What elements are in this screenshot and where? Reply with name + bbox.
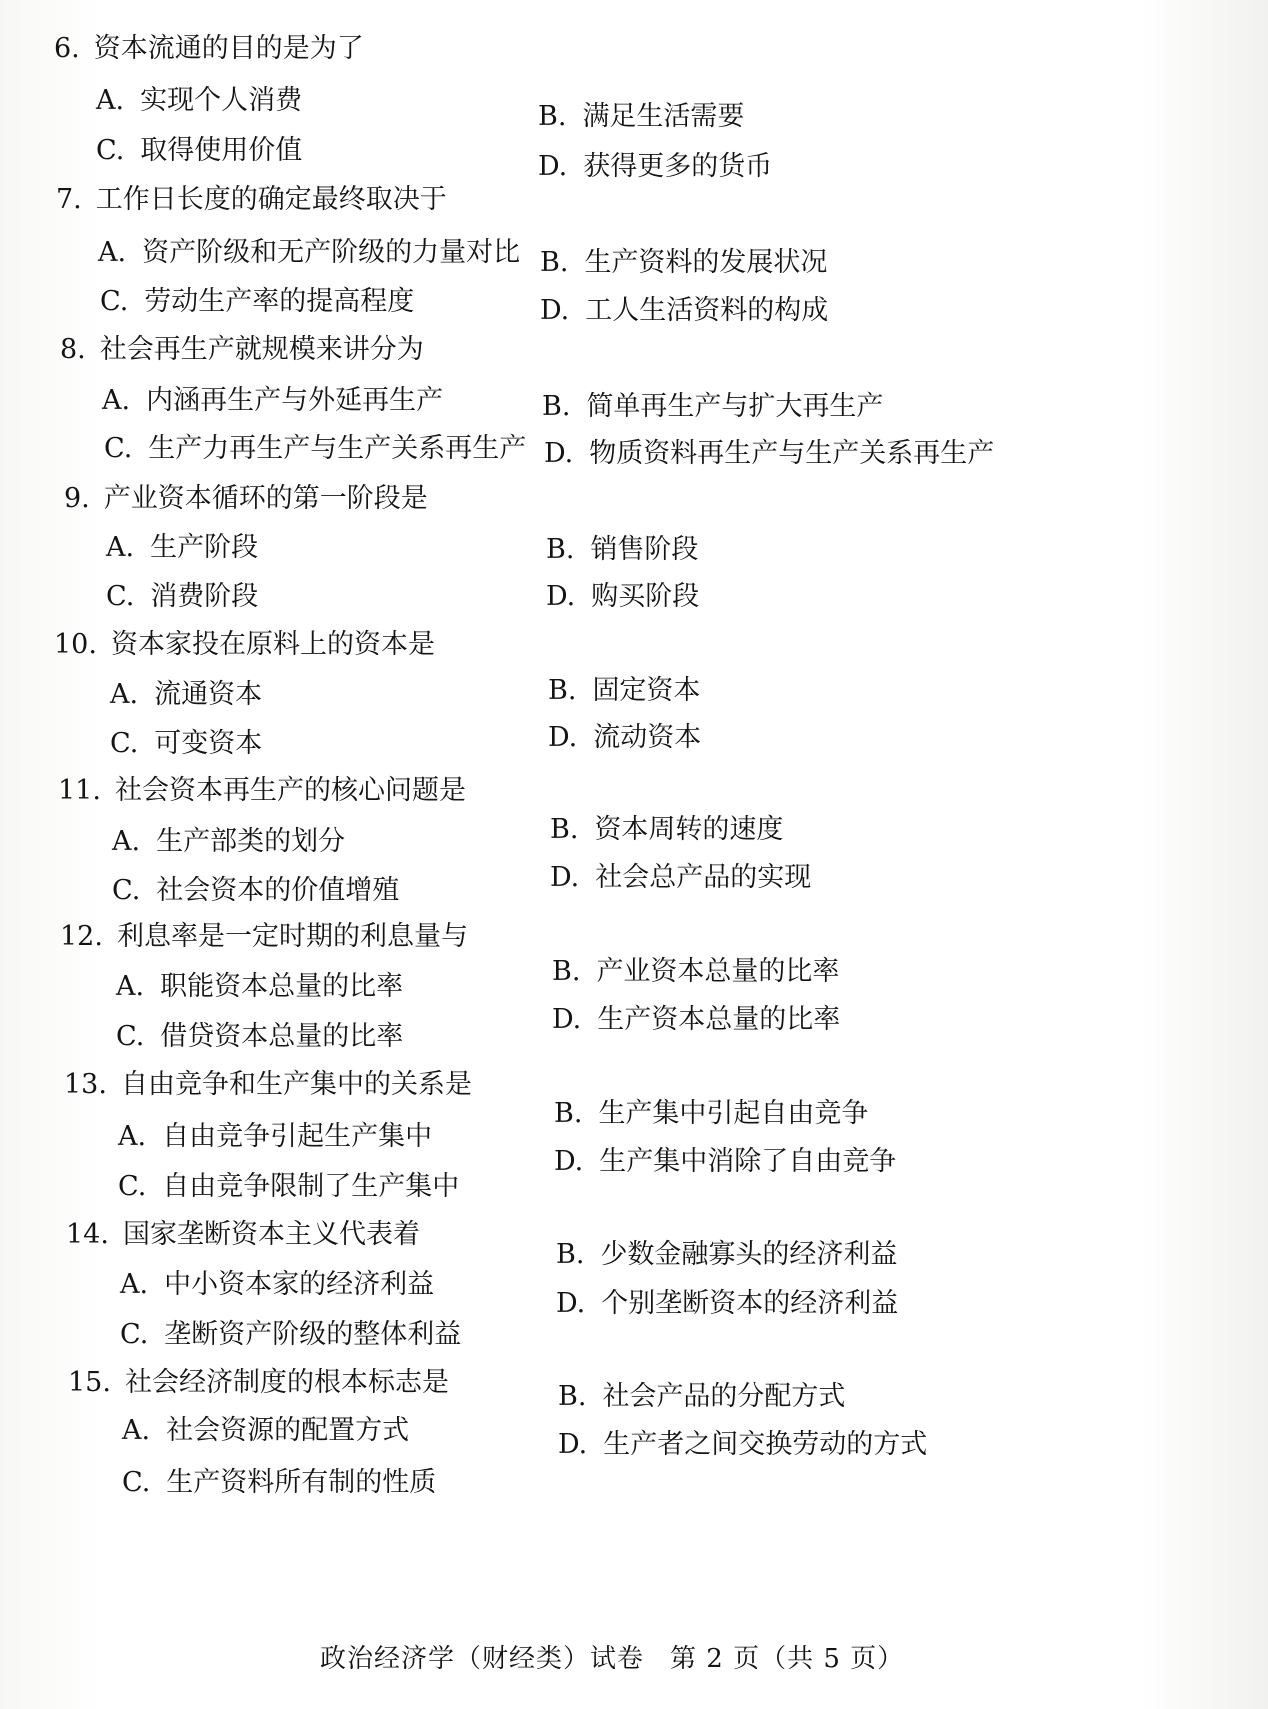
option-key: B. (558, 1381, 587, 1412)
question-text: 产业资本循环的第一阶段是 (103, 483, 428, 514)
option-key: D. (548, 722, 578, 753)
question-11-option-d (550, 861, 811, 895)
question-number: 13. (64, 1069, 107, 1100)
question-text: 资本家投在原料上的资本是 (110, 629, 435, 660)
paper-title: 政治经济学（财经类）试卷 (320, 1644, 645, 1674)
question-number: 6. (54, 33, 80, 64)
question-7-option-d (540, 294, 828, 328)
option-text: 生产集中消除了自由竞争 (599, 1146, 897, 1177)
option-key: A. (116, 971, 145, 1002)
option-key: C. (110, 728, 139, 759)
option-text: 内涵再生产与外延再生产 (146, 385, 444, 416)
question-8-option-d (544, 437, 994, 471)
option-key: A. (96, 85, 125, 116)
question-12-option-d (552, 1003, 840, 1037)
question-7-option-c (100, 285, 414, 319)
option-text: 生产资料的发展状况 (584, 247, 828, 278)
option-key: D. (550, 862, 580, 893)
question-7-option-b (540, 246, 827, 280)
option-key: A. (98, 237, 127, 268)
option-key: B. (548, 675, 577, 706)
question-6-option-d (538, 150, 772, 184)
option-text: 资本周转的速度 (594, 814, 784, 845)
question-number: 7. (56, 184, 82, 215)
question-11-stem (58, 774, 466, 808)
option-key: B. (546, 534, 575, 565)
option-text: 可变资本 (154, 728, 263, 759)
question-14-option-a (120, 1268, 434, 1302)
option-key: D. (540, 295, 570, 326)
option-text: 简单再生产与扩大再生产 (586, 391, 884, 422)
option-key: B. (554, 1098, 583, 1129)
option-text: 生产者之间交换劳动的方式 (603, 1429, 928, 1460)
option-text: 产业资本总量的比率 (596, 956, 840, 987)
option-text: 借贷资本总量的比率 (160, 1021, 404, 1052)
question-12-stem (60, 920, 468, 954)
question-6-option-a (96, 84, 302, 118)
question-10-stem (54, 628, 435, 662)
option-text: 职能资本总量的比率 (160, 971, 404, 1002)
option-key: A. (118, 1121, 147, 1152)
question-15-stem (68, 1366, 449, 1400)
question-6-option-b (538, 100, 744, 134)
option-text: 流通资本 (154, 679, 263, 710)
option-key: D. (552, 1004, 582, 1035)
question-number: 9. (64, 483, 90, 514)
option-key: C. (112, 875, 141, 906)
option-key: D. (554, 1146, 584, 1177)
option-text: 生产资料所有制的性质 (166, 1467, 437, 1498)
question-text: 自由竞争和生产集中的关系是 (120, 1069, 472, 1100)
option-key: A. (120, 1269, 149, 1300)
option-text: 实现个人消费 (140, 85, 303, 116)
option-key: D. (538, 151, 568, 182)
question-15-option-b (558, 1380, 845, 1414)
page-footer (320, 1642, 930, 1676)
option-key: C. (104, 433, 133, 464)
option-key: B. (556, 1239, 585, 1270)
question-13-option-a (118, 1120, 432, 1154)
option-text: 资产阶级和无产阶级的力量对比 (142, 237, 521, 268)
question-text: 国家垄断资本主义代表着 (122, 1219, 420, 1250)
option-text: 社会资本的价值增殖 (156, 875, 400, 906)
question-8-stem (60, 333, 424, 367)
option-text: 社会资源的配置方式 (166, 1415, 410, 1446)
question-number: 10. (54, 629, 97, 660)
option-key: B. (542, 391, 571, 422)
question-13-option-d (554, 1145, 896, 1179)
option-text: 流动资本 (593, 722, 702, 753)
option-key: C. (120, 1319, 149, 1350)
question-7-stem (56, 183, 447, 217)
question-9-option-a (106, 531, 258, 565)
option-text: 生产资本总量的比率 (597, 1004, 841, 1035)
option-key: A. (102, 385, 131, 416)
question-text: 社会资本再生产的核心问题是 (114, 775, 466, 806)
option-text: 购买阶段 (591, 581, 700, 612)
question-12-option-b (552, 955, 839, 989)
option-text: 满足生活需要 (582, 101, 745, 132)
option-key: D. (558, 1429, 588, 1460)
question-13-option-b (554, 1097, 868, 1131)
option-text: 自由竞争引起生产集中 (162, 1121, 433, 1152)
question-7-option-a (98, 236, 520, 270)
option-text: 社会总产品的实现 (595, 862, 812, 893)
question-text: 社会经济制度的根本标志是 (124, 1367, 449, 1398)
question-text: 社会再生产就规模来讲分为 (99, 334, 424, 365)
page-indicator: 第 2 页（共 5 页） (670, 1644, 905, 1674)
option-text: 生产力再生产与生产关系再生产 (148, 433, 527, 464)
question-10-option-c (110, 727, 262, 761)
question-13-stem (64, 1068, 472, 1102)
option-key: C. (116, 1021, 145, 1052)
question-8-option-c (104, 432, 526, 466)
question-number: 8. (60, 334, 86, 365)
question-9-stem (64, 482, 428, 516)
question-9-option-d (546, 580, 699, 614)
option-key: D. (556, 1288, 586, 1319)
option-key: D. (544, 438, 574, 469)
option-key: B. (538, 101, 567, 132)
question-9-option-b (546, 533, 698, 567)
option-text: 少数金融寡头的经济利益 (600, 1239, 898, 1270)
option-text: 取得使用价值 (140, 135, 303, 166)
question-12-option-a (116, 970, 403, 1004)
question-10-option-a (110, 678, 262, 712)
question-text: 利息率是一定时期的利息量与 (116, 921, 468, 952)
option-key: D. (546, 581, 576, 612)
option-text: 生产部类的划分 (156, 826, 346, 857)
question-14-option-d (556, 1287, 898, 1321)
question-14-stem (66, 1218, 420, 1252)
question-15-option-a (122, 1414, 409, 1448)
option-text: 物质资料再生产与生产关系再生产 (589, 438, 995, 469)
option-text: 个别垄断资本的经济利益 (601, 1288, 899, 1319)
option-text: 中小资本家的经济利益 (164, 1269, 435, 1300)
question-10-option-d (548, 721, 701, 755)
option-text: 工人生活资料的构成 (585, 295, 829, 326)
option-text: 垄断资产阶级的整体利益 (164, 1319, 462, 1350)
question-11-option-b (550, 813, 783, 847)
question-13-option-c (118, 1170, 459, 1204)
option-text: 销售阶段 (590, 534, 699, 565)
question-14-option-b (556, 1238, 897, 1272)
option-key: B. (550, 814, 579, 845)
question-6-stem (54, 32, 364, 66)
question-10-option-b (548, 674, 700, 708)
option-text: 固定资本 (592, 675, 701, 706)
option-text: 获得更多的货币 (583, 151, 773, 182)
question-14-option-c (120, 1318, 461, 1352)
option-key: C. (106, 581, 135, 612)
question-text: 工作日长度的确定最终取决于 (95, 184, 447, 215)
option-key: B. (540, 247, 569, 278)
question-11-option-c (112, 874, 399, 908)
option-text: 自由竞争限制了生产集中 (162, 1171, 460, 1202)
question-number: 12. (60, 921, 103, 952)
option-key: B. (552, 956, 581, 987)
question-9-option-c (106, 580, 258, 614)
option-key: A. (122, 1415, 151, 1446)
question-number: 15. (68, 1367, 111, 1398)
option-key: C. (122, 1467, 151, 1498)
question-11-option-a (112, 825, 345, 859)
question-number: 11. (58, 775, 101, 806)
option-key: A. (112, 826, 141, 857)
question-12-option-c (116, 1020, 403, 1054)
option-text: 消费阶段 (150, 581, 259, 612)
question-8-option-b (542, 390, 883, 424)
question-number: 14. (66, 1219, 109, 1250)
option-text: 劳动生产率的提高程度 (144, 286, 415, 317)
question-6-option-c (96, 134, 302, 168)
option-text: 生产阶段 (150, 532, 259, 563)
option-key: C. (118, 1171, 147, 1202)
option-key: C. (96, 135, 125, 166)
option-key: A. (110, 679, 139, 710)
option-key: A. (106, 532, 135, 563)
question-8-option-a (102, 384, 443, 418)
option-text: 社会产品的分配方式 (602, 1381, 846, 1412)
question-text: 资本流通的目的是为了 (93, 33, 364, 64)
option-key: C. (100, 286, 129, 317)
question-15-option-d (558, 1428, 927, 1462)
option-text: 生产集中引起自由竞争 (598, 1098, 869, 1129)
question-15-option-c (122, 1466, 436, 1500)
